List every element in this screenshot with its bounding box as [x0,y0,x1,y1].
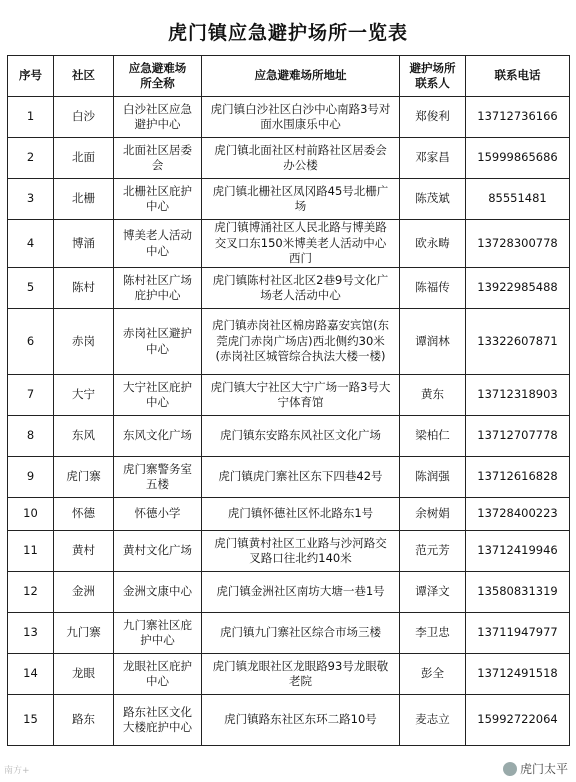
header-contact: 避护场所 联系人 [400,56,466,97]
cell-community: 陈村 [54,268,114,309]
cell-address: 虎门镇路东社区东环二路10号 [202,695,400,746]
cell-phone: 13728300778 [466,220,570,268]
cell-contact: 郑俊利 [400,97,466,138]
cell-shelter-name: 白沙社区应急避护中心 [114,97,202,138]
cell-phone: 13922985488 [466,268,570,309]
header-address: 应急避难场所地址 [202,56,400,97]
table-row [8,375,570,416]
cell-community: 龙眼 [54,654,114,695]
table-row [8,138,570,179]
cell-phone: 13712491518 [466,654,570,695]
cell-community: 虎门寨 [54,457,114,498]
cell-contact: 陈福传 [400,268,466,309]
cell-phone: 85551481 [466,179,570,220]
table-row [8,309,570,375]
cell-shelter-name: 怀德小学 [114,498,202,531]
cell-no: 4 [8,220,54,268]
cell-address: 虎门镇龙眼社区龙眼路93号龙眼敬老院 [202,654,400,695]
cell-phone: 13322607871 [466,309,570,375]
cell-no: 14 [8,654,54,695]
cell-address: 虎门镇博涌社区人民北路与博美路交叉口东150米博美老人活动中心西门 [202,220,400,268]
page-title: 虎门镇应急避护场所一览表 [167,22,408,44]
cell-contact: 余树娟 [400,498,466,531]
cell-address: 虎门镇大宁社区大宁广场一路3号大宁体育馆 [202,375,400,416]
cell-community: 九门寨 [54,613,114,654]
header-community: 社区 [54,56,114,97]
cell-no: 15 [8,695,54,746]
cell-contact: 彭全 [400,654,466,695]
watermark-right [503,760,568,777]
header-no: 序号 [8,56,54,97]
cell-address: 虎门镇金洲社区南坊大塘一巷1号 [202,572,400,613]
cell-no: 7 [8,375,54,416]
wechat-icon [503,762,517,776]
watermark-right-text: 虎门太平 [519,762,568,776]
table-row [8,220,570,268]
table-row [8,416,570,457]
cell-address: 虎门镇赤岗社区棉房路嘉安宾馆(东莞虎门赤岗广场店)西北侧约30米(赤岗社区城管综合执法大楼一楼) [202,309,400,375]
cell-shelter-name: 东风文化广场 [114,416,202,457]
cell-no: 5 [8,268,54,309]
cell-contact: 麦志立 [400,695,466,746]
cell-address: 虎门镇九门寨社区综合市场三楼 [202,613,400,654]
cell-address: 虎门镇白沙社区白沙中心南路3号对面水围康乐中心 [202,97,400,138]
cell-phone: 13712736166 [466,97,570,138]
header-shelter-name: 应急避难场 所全称 [114,56,202,97]
cell-shelter-name: 陈村社区广场庇护中心 [114,268,202,309]
cell-address: 虎门镇怀德社区怀北路东1号 [202,498,400,531]
cell-community: 大宁 [54,375,114,416]
cell-no: 1 [8,97,54,138]
cell-community: 金洲 [54,572,114,613]
table-row [8,613,570,654]
cell-shelter-name: 虎门寨警务室五楼 [114,457,202,498]
cell-no: 8 [8,416,54,457]
table-row [8,572,570,613]
cell-community: 黄村 [54,531,114,572]
cell-address: 虎门镇虎门寨社区东下四巷42号 [202,457,400,498]
table-row [8,531,570,572]
cell-no: 9 [8,457,54,498]
cell-shelter-name: 大宁社区庇护中心 [114,375,202,416]
table-row [8,268,570,309]
cell-shelter-name: 黄村文化广场 [114,531,202,572]
cell-phone: 13580831319 [466,572,570,613]
cell-shelter-name: 赤岗社区避护中心 [114,309,202,375]
cell-no: 10 [8,498,54,531]
cell-shelter-name: 龙眼社区庇护中心 [114,654,202,695]
table-row [8,654,570,695]
cell-shelter-name: 博美老人活动中心 [114,220,202,268]
cell-contact: 谭润林 [400,309,466,375]
cell-phone: 13712616828 [466,457,570,498]
table-row [8,457,570,498]
cell-address: 虎门镇东安路东风社区文化广场 [202,416,400,457]
cell-community: 北栅 [54,179,114,220]
cell-contact: 黄东 [400,375,466,416]
cell-community: 北面 [54,138,114,179]
cell-contact: 欧永畴 [400,220,466,268]
cell-contact: 谭泽文 [400,572,466,613]
table-row [8,695,570,746]
cell-no: 6 [8,309,54,375]
cell-address: 虎门镇黄村社区工业路与沙河路交叉路口往北约140米 [202,531,400,572]
cell-community: 赤岗 [54,309,114,375]
cell-address: 虎门镇陈村社区北区2巷9号文化广场老人活动中心 [202,268,400,309]
cell-contact: 陈润强 [400,457,466,498]
cell-no: 12 [8,572,54,613]
table-header-row [8,56,570,97]
cell-community: 博涌 [54,220,114,268]
shelter-table [7,55,570,746]
table-row [8,498,570,531]
cell-contact: 陈茂斌 [400,179,466,220]
cell-address: 虎门镇北面社区村前路社区居委会办公楼 [202,138,400,179]
cell-phone: 13712318903 [466,375,570,416]
cell-community: 东风 [54,416,114,457]
cell-community: 白沙 [54,97,114,138]
cell-phone: 13712707778 [466,416,570,457]
cell-no: 11 [8,531,54,572]
cell-no: 13 [8,613,54,654]
cell-phone: 13728400223 [466,498,570,531]
cell-contact: 李卫忠 [400,613,466,654]
cell-community: 怀德 [54,498,114,531]
table-row [8,179,570,220]
cell-contact: 范元芳 [400,531,466,572]
cell-shelter-name: 路东社区文化大楼庇护中心 [114,695,202,746]
header-phone: 联系电话 [466,56,570,97]
cell-shelter-name: 北栅社区庇护中心 [114,179,202,220]
cell-shelter-name: 九门寨社区庇护中心 [114,613,202,654]
cell-contact: 邓家昌 [400,138,466,179]
cell-contact: 梁柏仁 [400,416,466,457]
cell-phone: 15999865686 [466,138,570,179]
cell-phone: 13712419946 [466,531,570,572]
cell-phone: 15992722064 [466,695,570,746]
cell-no: 3 [8,179,54,220]
table-row [8,97,570,138]
cell-no: 2 [8,138,54,179]
cell-phone: 13711947977 [466,613,570,654]
cell-shelter-name: 金洲文康中心 [114,572,202,613]
cell-shelter-name: 北面社区居委会 [114,138,202,179]
cell-address: 虎门镇北栅社区凤冈路45号北栅广场 [202,179,400,220]
cell-community: 路东 [54,695,114,746]
watermark-left: 南方+ [4,766,30,776]
